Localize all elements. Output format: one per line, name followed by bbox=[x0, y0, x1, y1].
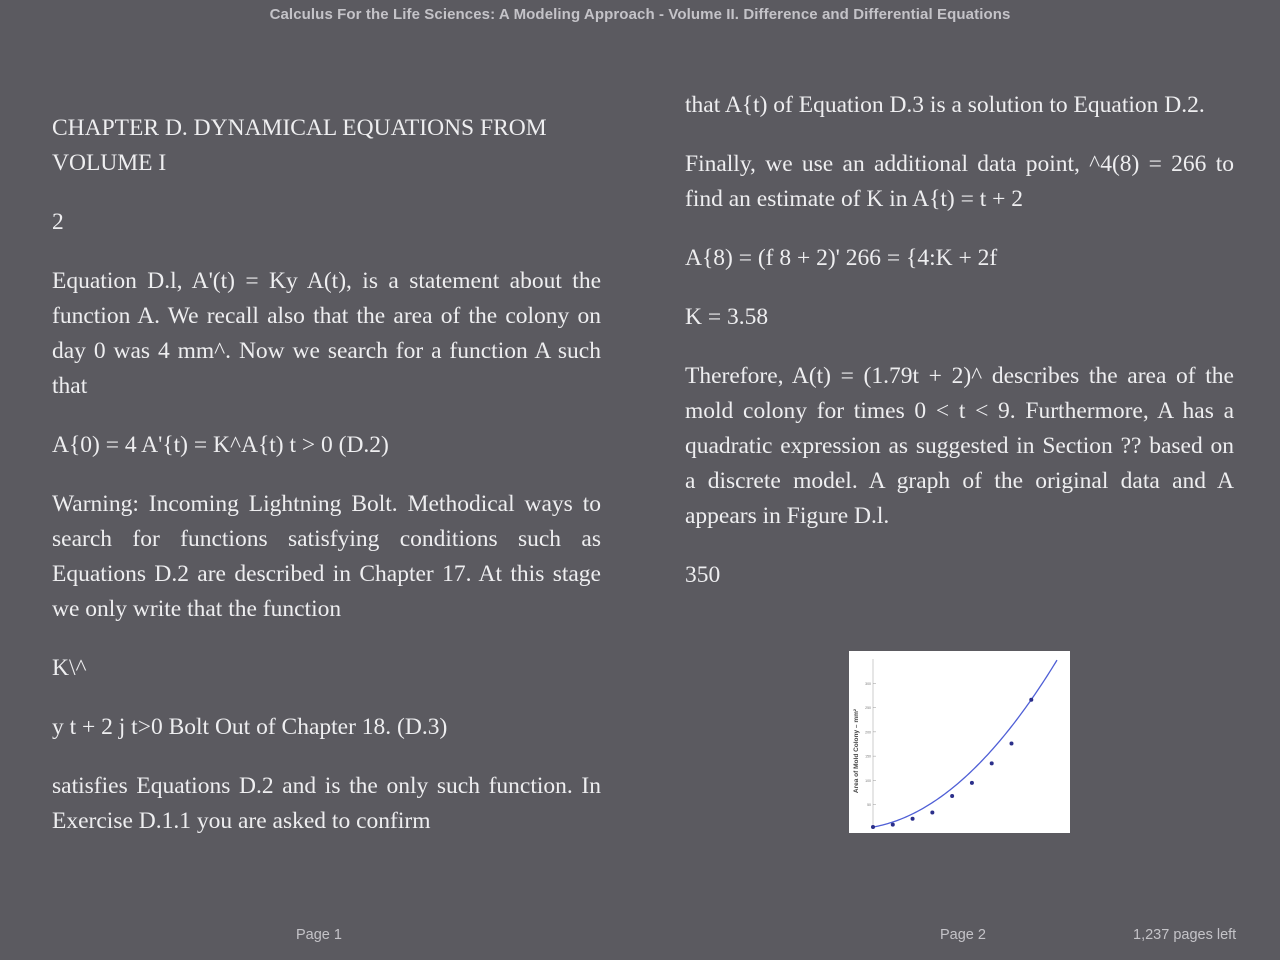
equation-line: K = 3.58 bbox=[685, 304, 769, 330]
data-point bbox=[930, 810, 934, 814]
page-number-text: 2 bbox=[52, 209, 64, 235]
data-point bbox=[1009, 742, 1013, 746]
chapter-heading: CHAPTER D. DYNAMICAL EQUATIONS FROM VOLUME I bbox=[52, 115, 547, 176]
paragraph: that A{t) of Equation D.3 is a solution to Equation D.2. bbox=[685, 92, 1205, 118]
chart-y-tick-label: 300 bbox=[865, 681, 871, 686]
data-point bbox=[911, 817, 915, 821]
paragraph: Warning: Incoming Lightning Bolt. Methodical ways to search for functions satisfying conditions such as Equations D.2 are described in Chapter 17. At this stage we only write that the function bbox=[52, 491, 601, 622]
data-point bbox=[990, 761, 994, 765]
paragraph: satisfies Equations D.2 and is the only such function. In Exercise D.1.1 you are asked to confirm bbox=[52, 773, 601, 834]
chart-y-tick-label: 200 bbox=[865, 730, 871, 735]
chart-y-tick-label: 150 bbox=[865, 754, 871, 759]
page-indicator-left: Page 1 bbox=[296, 927, 342, 943]
equation-line: A{0) = 4 A'{t) = K^A{t) t > 0 (D.2) bbox=[52, 432, 389, 458]
data-point bbox=[891, 823, 895, 827]
equation-line: A{8) = (f 8 + 2)' 266 = {4:K + 2f bbox=[685, 245, 998, 271]
equation-line: K\^ bbox=[52, 655, 87, 681]
paragraph: Therefore, A(t) = (1.79t + 2)^ describes the area of the mold colony for times 0 < t < 9. Furthermore, A has a quadratic expression as suggested in Section ?? based on a discrete model. A graph of the original data and A appears in Figure D.l. bbox=[685, 363, 1234, 529]
figure-mold-colony-graph bbox=[849, 651, 1070, 833]
page-indicator-right: Page 2 bbox=[940, 927, 986, 943]
pages-left-indicator: 1,237 pages left bbox=[1133, 927, 1237, 943]
data-point bbox=[970, 781, 974, 785]
data-point bbox=[1029, 698, 1033, 702]
chart-ylabel: Area of Mold Colony – mm² bbox=[853, 708, 860, 794]
data-point bbox=[950, 794, 954, 798]
window-title: Calculus For the Life Sciences: A Modeling Approach - Volume II. Difference and Differential Equations bbox=[269, 6, 1011, 23]
paragraph: Equation D.l, A'(t) = Ky A(t), is a statement about the function A. We recall also that the area of the colony on day 0 was 4 mm^. Now we search for a function A such that bbox=[52, 268, 601, 399]
figure-number-text: 350 bbox=[685, 562, 721, 588]
series-line-model bbox=[873, 660, 1057, 827]
paragraph: Finally, we use an additional data point, ^4(8) = 266 to find an estimate of K in A{t) = t + 2 bbox=[685, 151, 1234, 212]
left-page bbox=[52, 111, 601, 863]
right-page bbox=[685, 88, 1234, 617]
chart-y-tick-label: 50 bbox=[867, 803, 871, 808]
chart-y-tick-label: 100 bbox=[865, 778, 871, 783]
chart-svg bbox=[849, 651, 1070, 833]
data-point bbox=[871, 825, 875, 829]
equation-line: y t + 2 j t>0 Bolt Out of Chapter 18. (D.3) bbox=[52, 714, 448, 740]
chart-y-tick-label: 250 bbox=[865, 706, 871, 711]
